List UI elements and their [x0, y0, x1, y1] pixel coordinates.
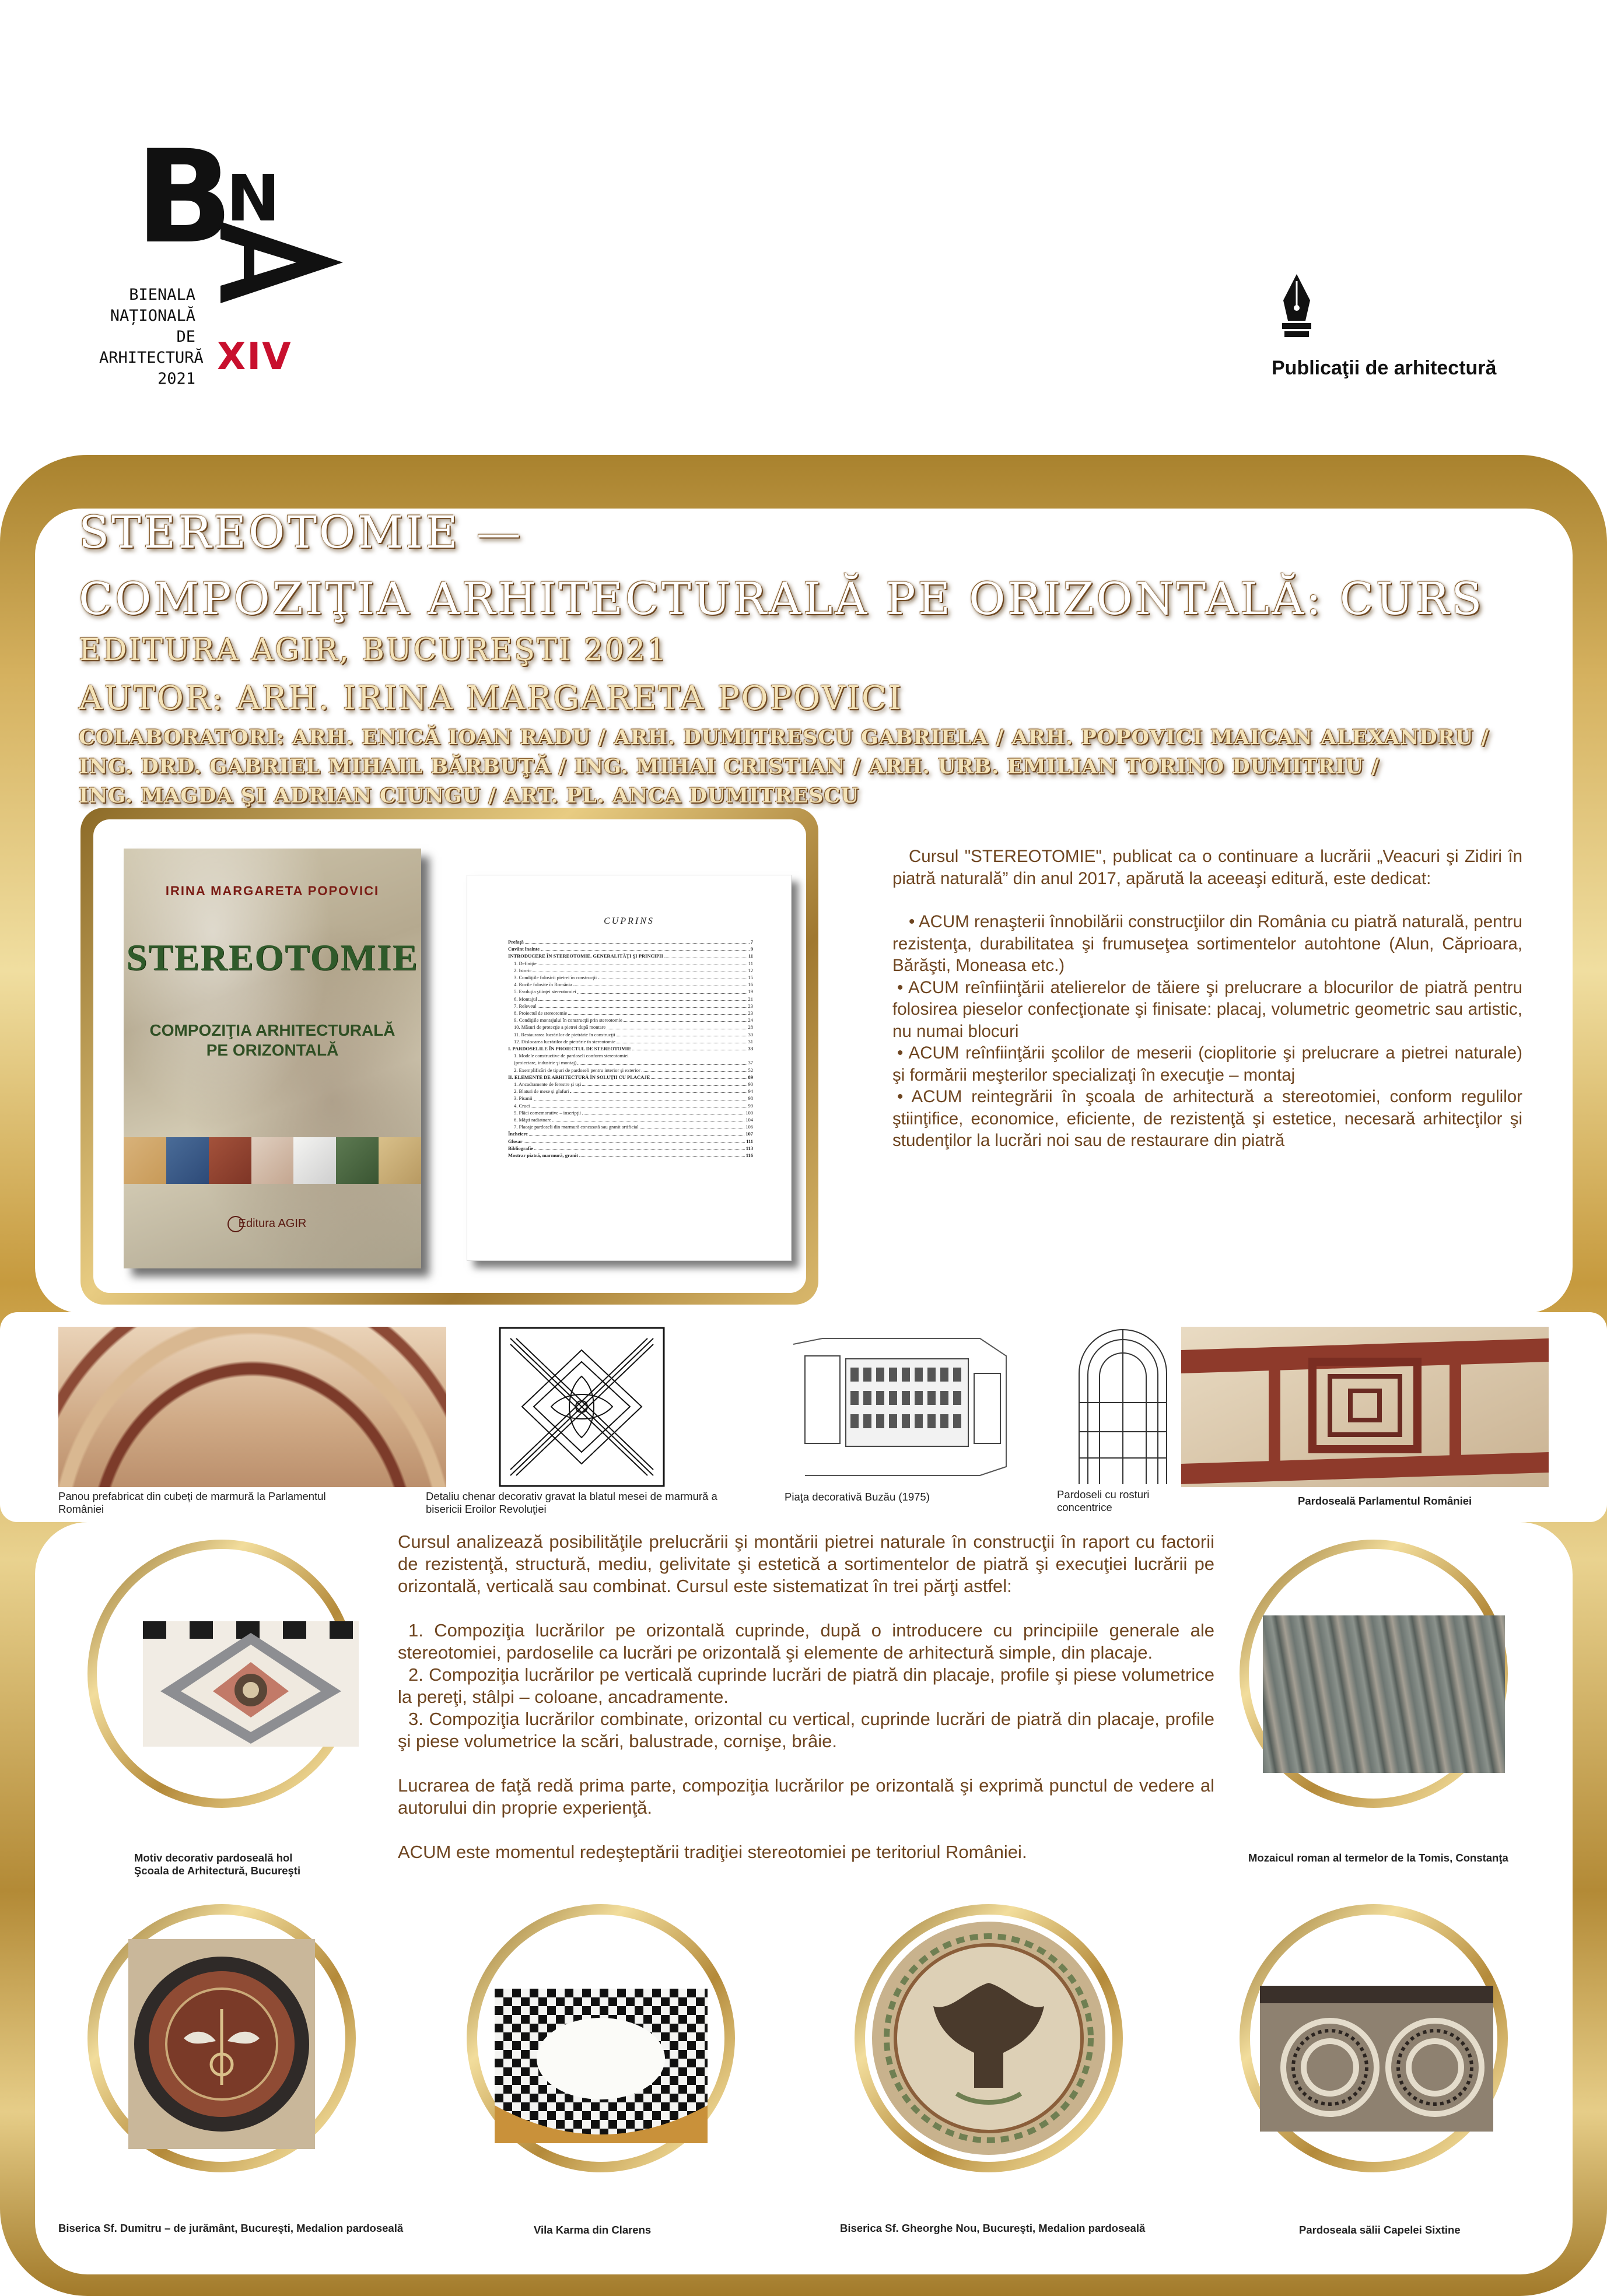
logo-line: 2021 [157, 370, 195, 388]
toc-entry [508, 1067, 753, 1074]
medallion-caption: Vila Karma din Clarens [534, 2224, 652, 2236]
toc-entry-page: 111 [746, 1138, 753, 1144]
toc-entry [508, 995, 753, 1002]
drawing-decorative-border [499, 1327, 665, 1487]
toc-entry-label: II. ELEMENTE DE ARHITECTURĂ ÎN SOLUŢII CU PLACAJE [508, 1074, 650, 1080]
toc-entry-label: INTRODUCERE ÎN STEREOTOMIE. GENERALITĂŢI ŞI PRINCIPII [508, 953, 663, 959]
logo-wordmark [99, 285, 204, 390]
toc-entry-page: 23 [748, 1002, 753, 1009]
edition-badge: XIV [217, 335, 292, 378]
stone-swatch [251, 1137, 294, 1184]
toc-leader [607, 1023, 747, 1029]
toc-entry [508, 1145, 753, 1152]
toc-entry-label: Încheiere [508, 1131, 528, 1137]
toc-leader [538, 995, 747, 1001]
stone-swatch [293, 1137, 336, 1184]
toc-leader [664, 952, 747, 958]
toc-leader [617, 1031, 747, 1036]
logo-line: NAȚIONALĂ [110, 307, 195, 325]
toc-entry [508, 1052, 753, 1059]
cover-author: IRINA MARGARETA POPOVICI [165, 884, 380, 898]
intro-bullet: • ACUM renaşterii înnobilării construcţiilor din România cu piatră naturală, pentru rezistenţa, durabilitatea şi frumuseţea sortimentelor autohtone (Alun, Căprioara, Bărăşti, Moneasa etc.) [892, 912, 1522, 975]
toc-entry [508, 1016, 753, 1023]
toc-entry-label: 2. Exemplificări de tipuri de pardoseli pentru interior şi exterior [514, 1067, 640, 1073]
toc-entry-page: 94 [748, 1088, 753, 1095]
description-list-item: 1. Compoziţia lucrărilor pe orizontală cuprinde, după o introducere cu principiile generale ale stereotomiei, pardoselile ca lucrări pe orizontală şi elemente de arhitectură simple, din placaje. [398, 1620, 1214, 1663]
toc-entry-label: 4. Rocile folosite în România [514, 982, 572, 988]
book-cover [124, 849, 421, 1268]
toc-entry-label: 2. Istoric [514, 967, 532, 973]
toc-entry [508, 1109, 753, 1116]
toc-entry-label: Prefaţă [508, 939, 524, 945]
toc-leader [582, 1109, 744, 1114]
toc-leader [632, 1045, 747, 1050]
medallion-caption: Biserica Sf. Gheorghe Nou, Bucureşti, Medalion pardoseală [840, 2222, 1146, 2234]
strip-caption: Pardoseli cu rosturi concentrice [1057, 1488, 1150, 1513]
toc-leader [651, 1074, 747, 1079]
toc-entry-label: 6. Montajul [514, 995, 537, 1002]
toc-entry [508, 1130, 753, 1137]
toc-entry-page: 15 [748, 975, 753, 981]
medallion-caption [125, 1852, 335, 1877]
toc-entry [508, 1088, 753, 1095]
photo-villa-karma-floor [495, 1989, 708, 2143]
toc-entry-page: 16 [748, 982, 753, 988]
toc-entry-label: Bibliografie [508, 1145, 533, 1151]
toc-leader [552, 1116, 744, 1121]
toc-entry-page: 11 [748, 953, 753, 959]
photo-parliament-floor [1181, 1327, 1549, 1487]
toc-entry [508, 1059, 753, 1066]
toc-entry-label: (proiectare, industrie şi montaj) [514, 1060, 577, 1066]
stone-swatch [336, 1137, 379, 1184]
medallion-caption: Pardoseala sălii Capelei Sixtine [1299, 2224, 1461, 2236]
cover-subtitle [124, 1021, 421, 1060]
toc-entry-label: 5. Plăci comemorative – inscripţii [514, 1109, 581, 1116]
toc-entry-label: 2. Blaturi de mese şi glafuri [514, 1088, 569, 1095]
toc-entry [508, 938, 753, 945]
toc-leader [577, 988, 747, 993]
toc-entry [508, 1009, 753, 1016]
strip-caption: Pardoseală Parlamentul României [1298, 1495, 1472, 1507]
caption-line: Motiv decorativ pardoseală hol [134, 1852, 293, 1864]
toc-entry [508, 1045, 753, 1052]
toc-leader [642, 1067, 747, 1072]
toc-entry-label: 10. Măsuri de protecţie a pietrei după montare [514, 1024, 606, 1030]
toc-title: CUPRINS [604, 916, 654, 926]
toc-entry-label: 11. Restaurarea lucrărilor de pietrărie în construcţii [514, 1031, 615, 1037]
toc-entry [508, 967, 753, 974]
toc-entry-page: 30 [748, 1031, 753, 1037]
toc-entry-page: 116 [745, 1152, 753, 1159]
toc-leader [531, 1102, 747, 1107]
toc-entry [508, 981, 753, 988]
toc-entry-page: 99 [748, 1102, 753, 1109]
title-line-1: STEREOTOMIE — [79, 506, 523, 558]
logo-letter-a [220, 222, 343, 303]
cover-subtitle-line: COMPOZIŢIA ARHITECTURALĂ [149, 1021, 395, 1039]
logo-letter-b: B [135, 122, 233, 272]
toc-entry-label: Cuvânt înainte [508, 946, 540, 952]
toc-leader [525, 938, 750, 944]
toc-entry-page: 100 [745, 1109, 753, 1116]
stone-swatch [166, 1137, 209, 1184]
toc-leader [624, 1016, 747, 1022]
intro-paragraph: Cursul "STEREOTOMIE", publicat ca o continuare a lucrării „Veacuri şi Zidiri în piatră naturală” din anul 2017, apărută la aceeaşi editură, este dedicat: [892, 847, 1522, 888]
toc-entry-page: 21 [748, 995, 753, 1002]
toc-entry-page: 7 [750, 939, 753, 945]
toc-entry-label: Mostrar piatră, marmură, granit [508, 1152, 578, 1159]
toc-entry-label: 7. Releveul [514, 1002, 537, 1009]
toc-entry-label: I. PARDOSELILE ÎN PROIECTUL DE STEREOTOMIE [508, 1046, 632, 1052]
toc-entry [508, 960, 753, 967]
toc-entry [508, 988, 753, 995]
toc-entry-page: 11 [748, 960, 753, 966]
cover-publisher: Editura AGIR [238, 1217, 307, 1230]
toc-leader [579, 1152, 745, 1157]
logo-letter-n: N [226, 161, 281, 236]
strip-caption: Panou prefabricat din cubeţi de marmură la Parlamentul României [58, 1490, 326, 1515]
author-line: AUTOR: ARH. IRINA MARGARETA POPOVICI [79, 679, 903, 717]
toc-entry-label: Glosar [508, 1138, 523, 1144]
toc-leader [570, 1088, 747, 1093]
toc-entry [508, 974, 753, 981]
toc-leader [573, 981, 747, 986]
toc-entry-label: 3. Pisanii [514, 1095, 533, 1102]
caption-line: Şcoala de Arhitectură, Bucureşti [134, 1864, 301, 1877]
intro-bullet: • ACUM reînfiinţării atelierelor de tăiere şi prelucrare a blocurilor de piatră pentru folosirea pieselor confecţionate şi finisate: placaj, volumetric geometric sau artistic, nu numai blocuri [892, 977, 1522, 1041]
toc-entry [508, 1095, 753, 1102]
strip-caption: Piaţa decorativă Buzău (1975) [785, 1491, 930, 1503]
toc-leader [534, 1145, 745, 1150]
description-paragraph: Cursul analizează posibilităţile prelucrării şi montării pietrei naturale în construcţii în raport cu factorii de rezistenţă, structură, mediu, gelivitate şi estetică a sortimentelor de piatră şi execuţiei lucrării pe orizontală, verticală sau combinat. Cursul este sistematizat în trei părţi astfel: [398, 1531, 1214, 1596]
strip-caption: Detaliu chenar decorativ gravat la blatul mesei de marmură a bisericii Eroilor Revoluţiei [426, 1490, 717, 1515]
toc-entry [508, 1074, 753, 1081]
toc-entry-label: 1. Modele constructive de pardoseli conform stereotomiei [514, 1053, 629, 1059]
toc-entry-page: 31 [748, 1038, 753, 1044]
toc-leader [529, 1130, 744, 1135]
toc-entry-page: 106 [745, 1124, 753, 1130]
cover-title: STEREOTOMIE [126, 937, 419, 978]
toc-entry-page: 90 [748, 1081, 753, 1088]
toc-entry-label: 9. Condiţiile montajului în construcţii prin stereotomie [514, 1017, 622, 1023]
section-label: Publicaţii de arhitectură [1272, 357, 1497, 379]
stone-swatch [124, 1137, 166, 1184]
stone-swatch [209, 1137, 251, 1184]
toc-entry [508, 1152, 753, 1159]
cover-stone-swatches [124, 1137, 421, 1184]
toc-list [508, 938, 753, 1159]
toc-entry [508, 945, 753, 952]
toc-entry [508, 1123, 753, 1130]
plan-buzau-square [787, 1327, 1012, 1487]
toc-entry [508, 1081, 753, 1088]
logo-line: ARHITECTURĂ [99, 349, 204, 367]
toc-entry [508, 1138, 753, 1145]
photo-school-hall-floor [143, 1621, 359, 1747]
medallion-caption: Biserica Sf. Dumitru – de jurământ, Bucureşti, Medalion pardoseală [58, 2222, 404, 2234]
toc-entry-page: 12 [748, 967, 753, 973]
intro-bullet: • ACUM reintegrării în şcoala de arhitectură a stereotomiei, conform regulilor ştiinţifice, economice, eficiente, de rezistenţă şi estetice, necesară arhitecţilor şi studenţilor la lucrări noi sau de restaurare din piatră [892, 1087, 1522, 1150]
toc-entry-label: 6. Măşti radiatoare [514, 1117, 551, 1123]
toc-leader [568, 1009, 747, 1015]
toc-entry-page: 33 [748, 1046, 753, 1052]
toc-leader [598, 974, 747, 979]
photo-sistine-chapel-floor [1260, 1986, 1493, 2132]
toc-entry-page: 107 [745, 1131, 753, 1137]
toc-leader [617, 1038, 747, 1043]
toc-entry [508, 1038, 753, 1045]
toc-entry-label: 7. Placaje pardoseli din marmură concasată sau granit artificial [514, 1124, 639, 1130]
collaborators [79, 723, 1537, 811]
photo-st-dumitru-medallion [128, 1939, 315, 2149]
toc-entry-page: 24 [748, 1017, 753, 1023]
logo-line: BIENALA [129, 286, 195, 304]
toc-entry-page: 113 [745, 1145, 753, 1151]
toc-entry-page: 89 [748, 1074, 753, 1080]
toc-leader [577, 1059, 747, 1064]
fountain-pen-icon [1276, 274, 1317, 338]
toc-entry [508, 1116, 753, 1123]
toc-entry [508, 1023, 753, 1030]
description-paragraph: ACUM este momentul redeşteptării tradiţiei stereotomiei pe teritoriul României. [398, 1842, 1027, 1862]
collaborators-line: ING. DRD. GABRIEL MIHAIL BĂRBUŢĂ / ING. MIHAI CRISTIAN / ARH. URB. EMILIAN TORINO DUMITRIU / [79, 755, 1380, 779]
toc-leader [640, 1123, 745, 1128]
toc-entry-page: 98 [748, 1095, 753, 1102]
description-list-item: 3. Compoziţia lucrărilor combinate, orizontal cu vertical, cuprinde lucrări de piatră din placaje, profile şi piese volumetrice la scări, balustrade, cornişe, brâie. [398, 1709, 1214, 1751]
toc-entry-page: 37 [748, 1060, 753, 1066]
collaborators-line: ING. MAGDA ŞI ADRIAN CIUNGU / ART. PL. ANCA DUMITRESCU [79, 784, 859, 808]
toc-entry-page: 52 [748, 1067, 753, 1073]
photo-parliament-panel [58, 1327, 446, 1487]
toc-entry-label: 4. Cruci [514, 1102, 530, 1109]
course-description [398, 1531, 1214, 1863]
toc-entry-page: 104 [745, 1117, 753, 1123]
stone-swatch [379, 1137, 421, 1184]
toc-leader [534, 1095, 747, 1100]
toc-entry-label: 3. Condiţiile folosirii pietrei în construcţii [514, 975, 597, 981]
toc-leader [533, 967, 747, 972]
toc-entry-label: 1. Definiţie [514, 960, 537, 966]
toc-leader [538, 960, 747, 965]
toc-entry [508, 1002, 753, 1009]
toc-entry [508, 1031, 753, 1038]
collaborators-line: COLABORATORI: ARH. ENICĂ IOAN RADU / ARH. DUMITRESCU GABRIELA / ARH. POPOVICI MAICAN ALEXANDRU / [79, 725, 1490, 749]
description-paragraph: Lucrarea de faţă redă prima parte, compoziţia lucrărilor pe orizontală şi exprimă punctul de vedere al autorului din proprie experienţă. [398, 1775, 1214, 1818]
photo-tomis-mosaic [1263, 1615, 1505, 1773]
publisher-line: EDITURA AGIR, BUCUREŞTI 2021 [79, 633, 668, 668]
toc-entry-page: 9 [750, 946, 753, 952]
toc-entry-label: 1. Ancadramente de ferestre şi uşi [514, 1081, 582, 1088]
description-list-item: 2. Compoziţia lucrărilor pe verticală cuprinde lucrări de piatră din placaje, profile şi piese volumetrice la pereţi, stâlpi – coloane, ancadramente. [398, 1664, 1214, 1707]
cover-subtitle-line: PE ORIZONTALĂ [206, 1041, 339, 1059]
toc-entry-label: 8. Proiectul de stereotomie [514, 1010, 568, 1016]
toc-entry [508, 952, 753, 959]
toc-leader [541, 945, 750, 951]
photo-st-gheorghe-medallion [869, 1919, 1108, 2158]
toc-entry-page: 28 [748, 1024, 753, 1030]
toc-leader [582, 1081, 747, 1086]
toc-leader [538, 1002, 747, 1008]
logo-line: DE [176, 328, 195, 346]
toc-entry-page: 23 [748, 1010, 753, 1016]
drawing-concentric-joints [1073, 1327, 1172, 1487]
toc-page [467, 875, 792, 1261]
toc-entry-label: 12. Dislocarea lucrărilor de pietrărie în stereotomie [514, 1038, 615, 1044]
intro-bullet: • ACUM reînfiinţării şcolilor de meserii (cioplitorie şi prelucrare a pietrei naturale) şi formării meşterilor specializaţi în execuţie – montaj [892, 1043, 1522, 1085]
intro-text [892, 846, 1522, 1152]
medallion-caption: Mozaicul roman al termelor de la Tomis, Constanţa [1248, 1852, 1508, 1864]
toc-entry-page: 19 [748, 988, 753, 995]
toc-entry-label: 5. Evoluţia ştiinţei stereotomiei [514, 988, 576, 995]
title-line-2: COMPOZIŢIA ARHITECTURALĂ PE ORIZONTALĂ: CURS [79, 573, 1485, 625]
toc-leader [524, 1138, 745, 1143]
toc-entry [508, 1102, 753, 1109]
